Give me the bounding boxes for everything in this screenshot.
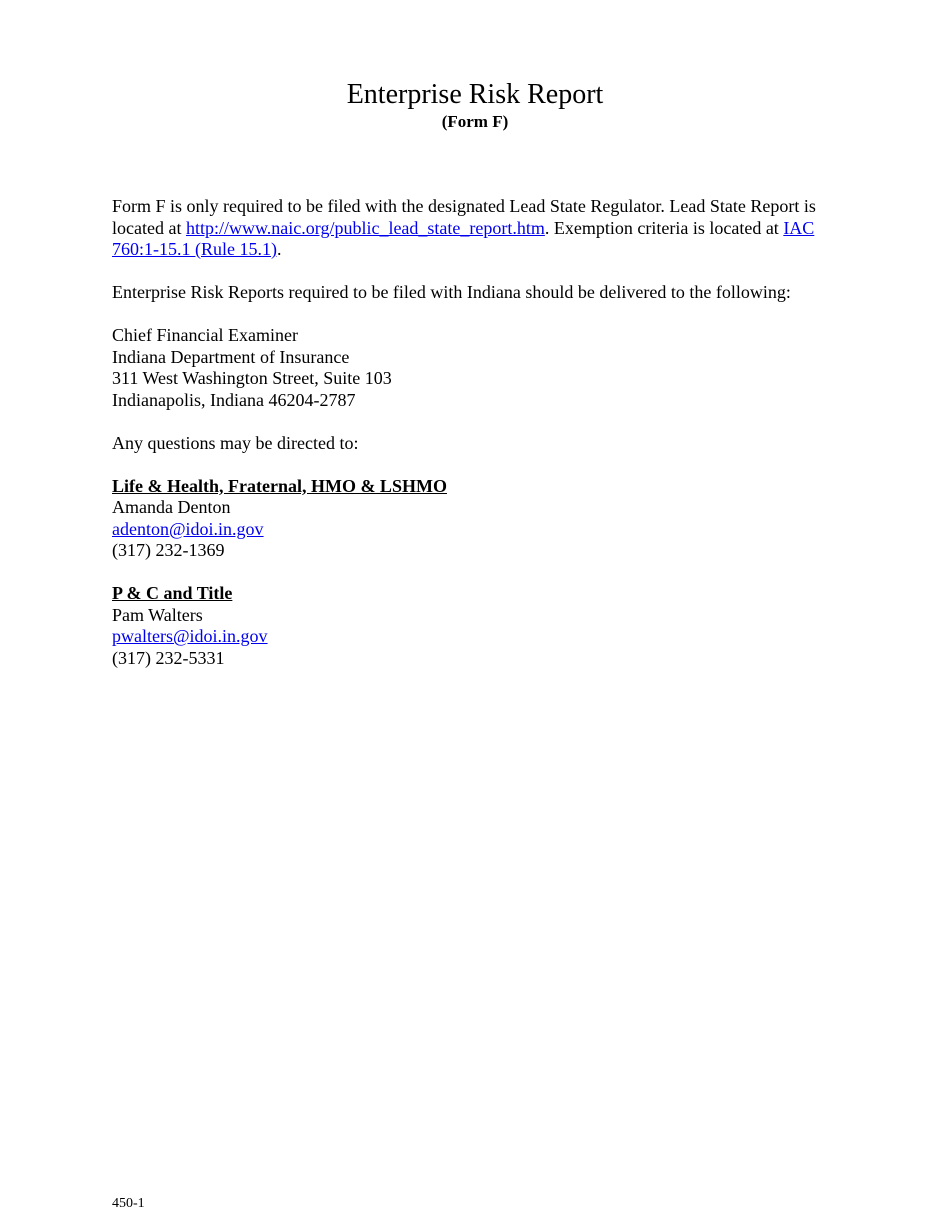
contact-phone: (317) 232-5331 [112, 647, 225, 668]
contact-email-link[interactable]: pwalters@idoi.in.gov [112, 626, 268, 646]
intro-text-1: Form F is only required to be filed with the designated Lead State Regulator. Lead State Report is located at [112, 196, 816, 238]
page-title: Enterprise Risk Report [346, 79, 604, 110]
mailing-address [112, 325, 852, 411]
delivery-paragraph: Enterprise Risk Reports required to be filed with Indiana should be delivered to the following: [112, 282, 791, 302]
contact-block-life-health [112, 476, 852, 562]
contact-heading: P & C and Title [112, 583, 233, 603]
address-line: 311 West Washington Street, Suite 103 [112, 368, 392, 388]
questions-paragraph: Any questions may be directed to: [112, 432, 359, 453]
lead-state-report-link[interactable]: http://www.naic.org/public_lead_state_report.htm [185, 217, 545, 238]
contact-heading: Life & Health, Fraternal, HMO & LSHMO [112, 475, 447, 496]
contact-name: Amanda Denton [112, 497, 231, 517]
page-subtitle: (Form F) [441, 112, 509, 131]
document-body [112, 196, 852, 691]
form-number: 450-1 [112, 1196, 145, 1211]
contact-name: Pam Walters [112, 604, 203, 625]
contact-email-link[interactable]: adenton@idoi.in.gov [112, 518, 264, 539]
exemption-rule-link[interactable]: IAC 760:1-15.1 (Rule 15.1) [112, 217, 815, 259]
intro-text-3: . [276, 239, 282, 259]
address-line: Indianapolis, Indiana 46204-2787 [112, 389, 356, 410]
contact-block-pc-title [112, 583, 852, 669]
address-line: Indiana Department of Insurance [112, 346, 350, 367]
contact-phone: (317) 232-1369 [112, 540, 225, 560]
address-line: Chief Financial Examiner [112, 325, 298, 345]
intro-text-2: . Exemption criteria is located at [544, 217, 784, 238]
intro-paragraph [112, 196, 852, 261]
